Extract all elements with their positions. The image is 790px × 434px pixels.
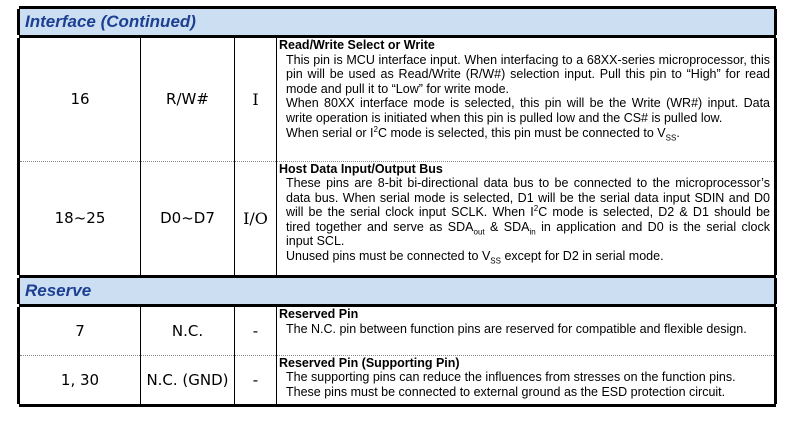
pin-name: N.C. (GND) [141, 355, 235, 404]
description-paragraph: The supporting pins can reduce the influences from stresses on the function pins. [286, 370, 736, 385]
table-row [19, 355, 776, 404]
pin-description [277, 161, 776, 275]
description-heading: Read/Write Select or Write [279, 38, 435, 52]
pin-type: I [235, 38, 277, 161]
pin-number: 18~25 [19, 161, 141, 275]
table-row [19, 38, 776, 161]
description-heading: Reserved Pin (Supporting Pin) [279, 355, 460, 370]
pin-type: I/O [235, 161, 277, 275]
description-heading: Host Data Input/Output Bus [279, 161, 443, 176]
pin-description-table [17, 6, 777, 407]
pin-type: - [235, 355, 277, 404]
pin-number: 1, 30 [19, 355, 141, 404]
pin-name: D0~D7 [141, 161, 235, 275]
pin-description [277, 355, 776, 404]
description-paragraph: These pins are 8-bit bi-directional data bus to be connected to the microprocessor’s data bus. When serial mode is selected, D1 will be the serial data input SDIN and D0 will be the serial clock input SCLK. When $I^2C$ mode is selected, D2 & D1 should be tired together and serve as $SDA_{out}$ & $SDA_{in}$ in application and D0 is the serial clock input SCL. [286, 176, 770, 249]
pin-description [277, 38, 776, 161]
description-paragraph: When 80XX interface mode is selected, this pin will be the Write (WR#) input. Data write operation is initiated when this pin is pulled low and the CS# is pulled low. [286, 96, 770, 125]
description-paragraph: Unused pins must be connected to $V_{SS}$ except for D2 in serial mode. [286, 249, 664, 266]
table-row [19, 307, 776, 355]
section-header-reserve: Reserve [19, 278, 776, 304]
pin-type: - [235, 307, 277, 355]
pin-number: 16 [19, 38, 141, 161]
description-paragraph: This pin is MCU interface input. When interfacing to a 68XX-series microprocessor, this pin will be used as Read/Write (R/W#) selection input. Pull this pin to “High” for read mode and pull it to “Low” for write mode. [286, 52, 770, 96]
description-paragraph: These pins must be connected to external ground as the ESD protection circuit. [286, 384, 726, 399]
section-header-interface: Interface (Continued) [19, 9, 776, 35]
description-paragraph: When serial or $I^2C$ mode is selected, this pin must be connected to $V_{SS}$. [286, 124, 680, 143]
pin-description [277, 307, 776, 355]
pin-name: R/W# [141, 38, 235, 161]
pin-name: N.C. [141, 307, 235, 355]
pin-number: 7 [19, 307, 141, 355]
description-paragraph: The N.C. pin between function pins are reserved for compatible and flexible design. [286, 321, 747, 336]
table-row [19, 161, 776, 275]
description-heading: Reserved Pin [279, 307, 359, 321]
